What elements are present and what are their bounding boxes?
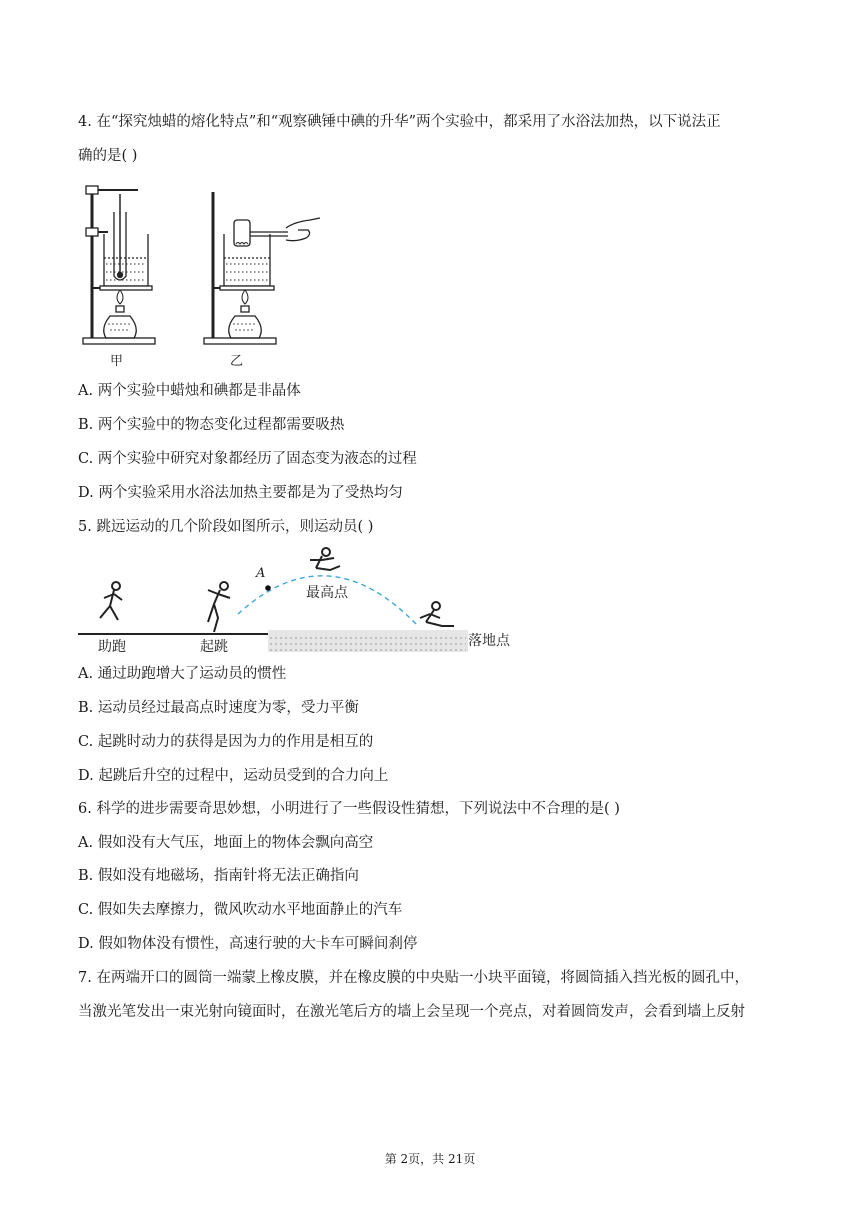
athlete-landing xyxy=(420,602,454,626)
q6-option-a: A. 假如没有大气压，地面上的物体会飘向高空 xyxy=(78,835,374,851)
page-number-footer: 第 2页，共 21页 xyxy=(384,1152,476,1166)
apparatus-jia xyxy=(83,186,155,344)
label-point-a: A xyxy=(256,566,266,581)
athlete-running xyxy=(100,582,122,620)
long-jump-figure xyxy=(78,542,478,652)
q6-option-d: D. 假如物体没有惯性，高速行驶的大卡车可瞬间刹停 xyxy=(78,936,418,952)
q5-option-a: A. 通过助跑增大了运动员的惯性 xyxy=(78,666,287,682)
q6-option-c: C. 假如失去摩擦力，微风吹动水平地面静止的汽车 xyxy=(78,902,403,918)
q5-stem: 5. 跳远运动的几个阶段如图所示，则运动员( ) xyxy=(78,519,374,535)
label-landing-point: 落地点 xyxy=(468,633,510,649)
q4-option-b: B. 两个实验中的物态变化过程都需要吸热 xyxy=(78,417,345,433)
q4-option-c: C. 两个实验中研究对象都经历了固态变为液态的过程 xyxy=(78,451,417,467)
water-bath-apparatus-figure xyxy=(80,178,325,370)
q5-option-d: D. 起跳后升空的过程中，运动员受到的合力向上 xyxy=(78,768,389,784)
athlete-highest-point xyxy=(310,548,340,570)
q6-stem: 6. 科学的进步需要奇思妙想，小明进行了一些假设性猜想，下列说法中不合理的是( ) xyxy=(78,801,620,817)
athlete-takeoff xyxy=(208,582,230,632)
point-a-marker xyxy=(265,585,271,591)
q4-option-a: A. 两个实验中蜡烛和碘都是非晶体 xyxy=(78,383,301,399)
q5-option-b: B. 运动员经过最高点时速度为零，受力平衡 xyxy=(78,700,359,716)
q7-stem-line2: 当激光笔发出一束光射向镜面时，在激光笔后方的墙上会呈现一个亮点，对着圆筒发声，会看到墙上反射 xyxy=(78,1004,745,1020)
apparatus-yi xyxy=(204,192,320,344)
figure-label-yi: 乙 xyxy=(230,354,244,369)
q4-option-d: D. 两个实验采用水浴法加热主要都是为了受热均匀 xyxy=(78,485,403,501)
label-highest-point: 最高点 xyxy=(306,585,348,601)
label-run-up: 助跑 xyxy=(98,639,126,655)
figure-label-jia: 甲 xyxy=(110,354,124,369)
q4-stem-line1: 4. 在“探究烛蜡的熔化特点”和“观察碘锤中碘的升华”两个实验中，都采用了水浴法加热，以下说法正 xyxy=(78,114,721,130)
label-takeoff: 起跳 xyxy=(200,639,228,655)
q4-stem-line2: 确的是( ) xyxy=(78,148,138,164)
q6-option-b: B. 假如没有地磁场，指南针将无法正确指向 xyxy=(78,868,359,884)
q5-option-c: C. 起跳时动力的获得是因为力的作用是相互的 xyxy=(78,734,374,750)
q7-stem-line1: 7. 在两端开口的圆筒一端蒙上橡皮膜，并在橡皮膜的中央贴一小块平面镜，将圆筒插入挡光板的圆孔中， xyxy=(78,970,749,986)
